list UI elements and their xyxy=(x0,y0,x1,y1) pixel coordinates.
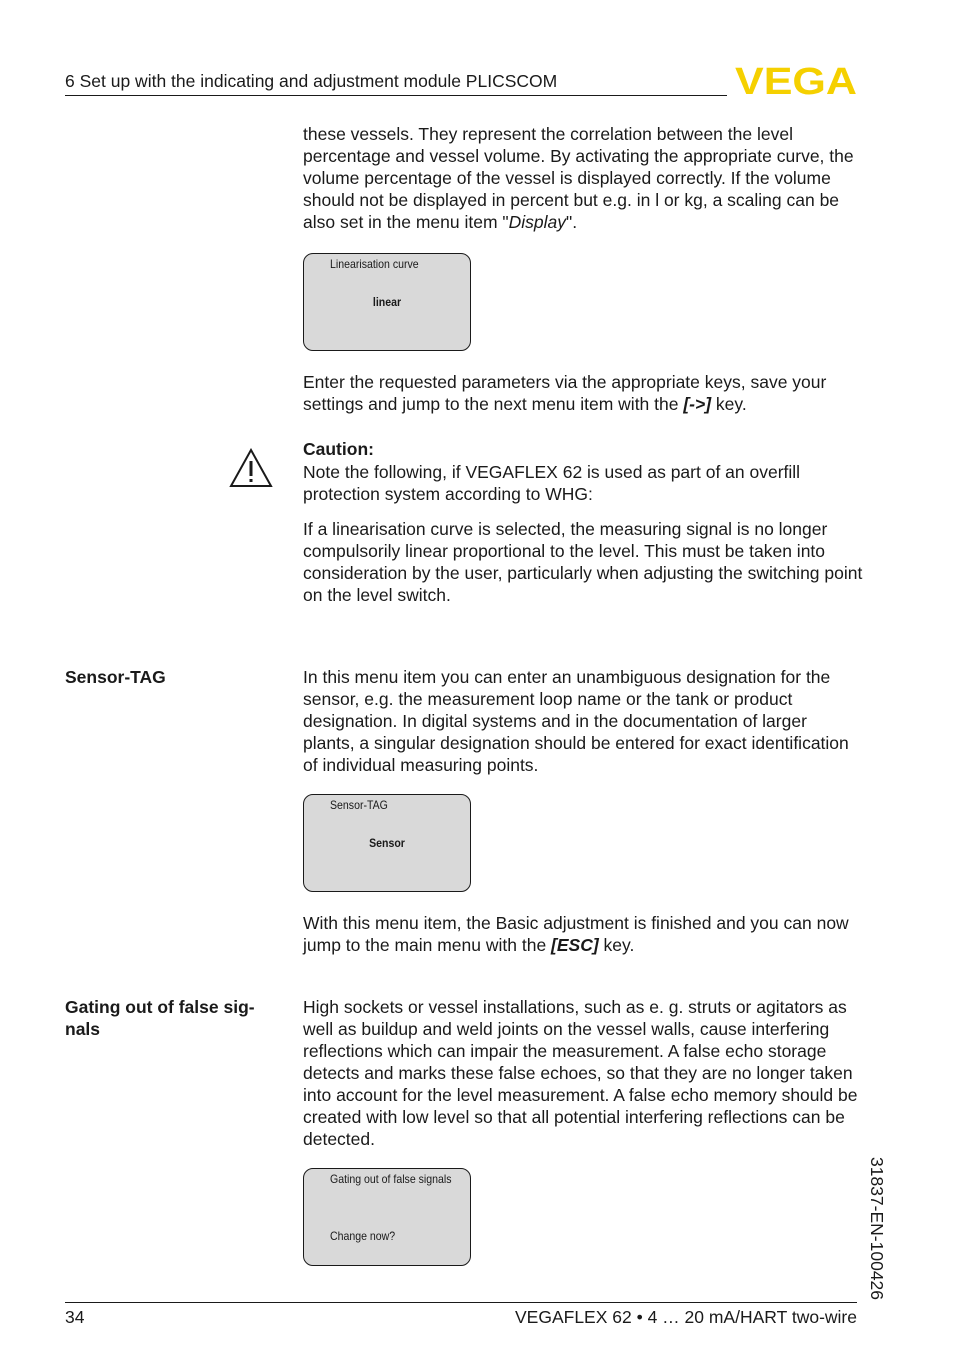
caution-paragraph-2: If a linearisation curve is selected, the measuring signal is no longer compulsorily linear proportional to the level. This must be taken into consideration by the user, particularly when adjusting the switching point on the level switch. xyxy=(303,519,863,605)
lcd-title: Gating out of false signals xyxy=(330,1172,452,1186)
footer-divider xyxy=(65,1302,857,1303)
lcd-value: Sensor xyxy=(369,836,405,850)
page-number: 34 xyxy=(65,1307,85,1327)
enter-parameters-paragraph: Enter the requested parameters via the appropriate keys, save your settings and jump to the next menu item with the [->] key. xyxy=(303,372,827,414)
gating-paragraph: High sockets or vessel installations, such as e. g. struts or agitators as well as buildup and weld joints on the vessel walls, cause interfering reflections which can impair the measurement. A false echo storage detects and marks these false echoes, so that they are no longer taken into account for the level measurement. A false echo memory should be created with low level so that all potential interfering reflections can be detected. xyxy=(303,997,858,1149)
gating-heading: Gating out of false sig-nals xyxy=(65,997,255,1039)
caution-paragraph-1: Note the following, if VEGAFLEX 62 is used as part of an overfill protection system according to WHG: xyxy=(303,462,801,504)
sensor-tag-heading: Sensor-TAG xyxy=(65,667,166,687)
svg-text:VEGA: VEGA xyxy=(735,63,857,98)
caution-heading: Caution: xyxy=(303,439,374,459)
lcd-sensor-tag xyxy=(303,794,471,892)
lcd-gating-false-signals xyxy=(303,1168,471,1266)
sensor-tag-paragraph: In this menu item you can enter an unambiguous designation for the sensor, e.g. the measurement loop name or the tank or product designation. In digital systems and in the documentation of larger plants, a singular designation should be entered for exact identification of individual measuring points. xyxy=(303,667,849,775)
basic-adjustment-finished-paragraph: With this menu item, the Basic adjustment is finished and you can now jump to the main menu with the [ESC] key. xyxy=(303,913,849,955)
header-divider xyxy=(65,95,727,96)
lcd-linearisation-curve xyxy=(303,253,471,351)
product-name: VEGAFLEX 62 • 4 … 20 mA/HART two-wire xyxy=(515,1307,857,1327)
lcd-title: Linearisation curve xyxy=(330,257,419,271)
lcd-value: linear xyxy=(372,295,402,309)
lcd-title: Sensor-TAG xyxy=(330,798,388,812)
document-id: 31837-EN-100426 xyxy=(867,1157,887,1301)
vega-logo xyxy=(735,63,857,98)
lcd-prompt: Change now? xyxy=(330,1229,396,1243)
section-header: 6 Set up with the indicating and adjustment module PLICSCOM xyxy=(65,71,558,91)
intro-paragraph: these vessels. They represent the correlation between the level percentage and vessel volume. By activating the appropriate curve, the volume percentage of the vessel is displayed correctly. If the volume should not be displayed in percent but e.g. in l or kg, a scaling can be also set in the menu item "Display". xyxy=(303,124,854,232)
warning-icon xyxy=(229,448,273,488)
